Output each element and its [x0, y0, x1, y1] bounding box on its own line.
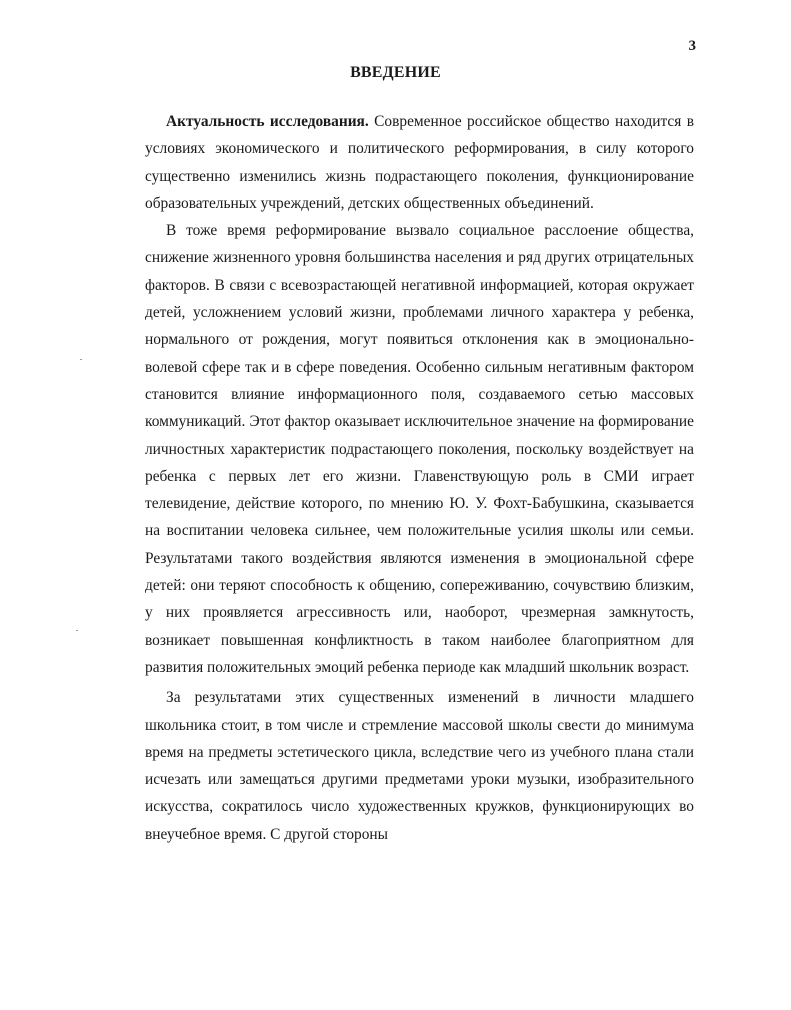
scan-speck: [76, 630, 78, 631]
paragraph-relevance: [145, 108, 694, 217]
section-heading: ВВЕДЕНИЕ: [350, 64, 441, 81]
scan-speck: [80, 359, 82, 360]
paragraph-reform-effects: В тоже время реформирование вызвало социальное расслоение общества, снижение жизненного уровня большинства населения и ряд других отрицательных факторов. В связи с всевозрастающей негативной информацией, которая окружает детей, усложнением условий жизни, проблемами личного характера у ребенка, нормального от рождения, могут появиться отклонения как в эмоционально-волевой сфере так и в сфере поведения. Особенно сильным негативным фактором становится влияние информационного поля, создаваемого сетью массовых коммуникаций. Этот фактор оказывает исключительное значение на формирование личностных характеристик подрастающего поколения, поскольку воздействует на ребенка с первых лет его жизни. Главенствующую роль в СМИ играет телевидение, действие которого, по мнению Ю. У. Фохт-Бабушкина, сказывается на воспитании человека сильнее, чем положительные усилия школы или семьи. Результатами такого воздействия являются изменения в эмоциональной сфере детей: они теряют способность к общению, сопереживанию, сочувствию близким, у них проявляется агрессивность или, наоборот, чрезмерная замкнутость, возникает повышенная конфликтность в таком наиболее благоприятном для развития положительных эмоций ребенка периоде как младший школьник возраст.: [145, 222, 694, 676]
paragraph-text: Современное российское общество находится в условиях экономического и политического реформирования, в силу которого существенно изменились жизнь подрастающего поколения, функционирование образовательных учреждений, детских общественных объединений.: [145, 113, 695, 212]
paragraph-lead: Актуальность исследования.: [166, 113, 369, 130]
page-number: 3: [688, 38, 696, 54]
paragraph-school-changes: За результатами этих существенных изменений в личности младшего школьника стоит, в том числе и стремление массовой школы свести до минимума время на предметы эстетического цикла, вследствие чего из учебного плана стали исчезать или замещаться другими предметами уроки музыки, изобразительного искусства, сократилось число художественных кружков, функционирующих во внеучебное время. С другой стороны: [145, 689, 694, 843]
body-text: [145, 108, 694, 848]
